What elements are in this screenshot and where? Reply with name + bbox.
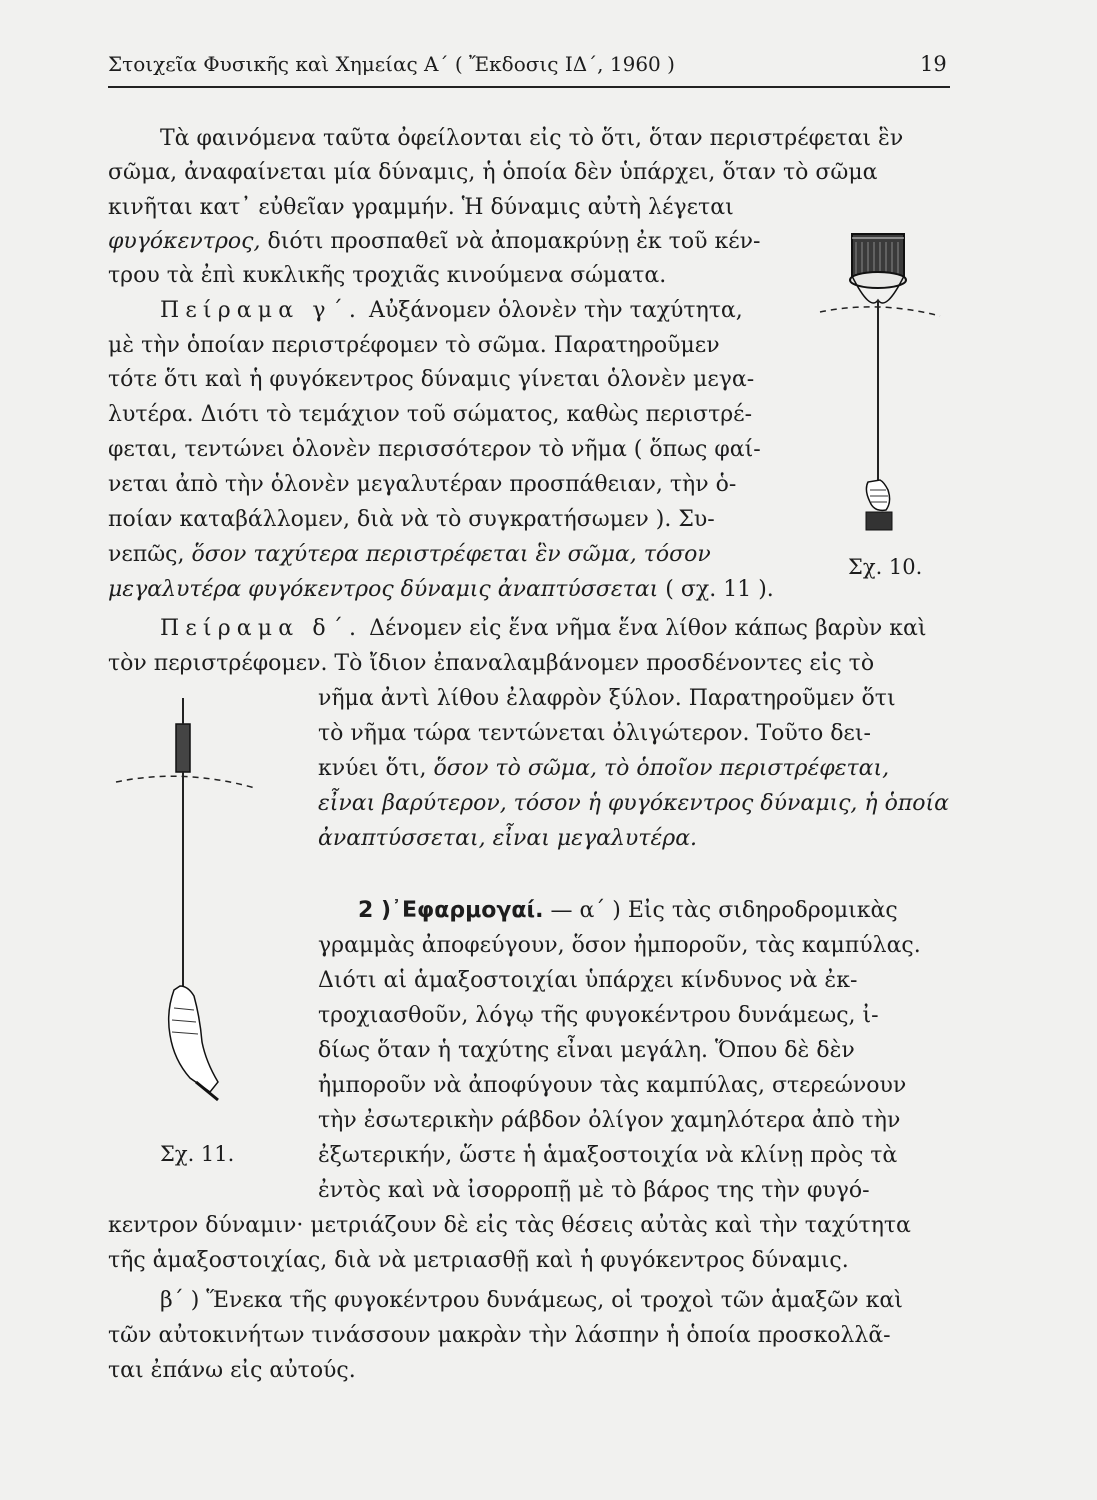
stone-illustration <box>176 698 190 772</box>
header-rule <box>108 86 950 88</box>
running-header: Στοιχεῖα Φυσικῆς καὶ Χημείας Α΄ ( Ἔκδοσις ΙΔ΄, 1960 ) <box>108 52 675 76</box>
text-line: φεται, τεντώνει ὁλονὲν περισσότερον τὸ νῆμα ( ὅπως φαί- <box>108 437 761 462</box>
rotation-path <box>820 307 940 316</box>
experiment-heading: Πείραμα δ΄. <box>160 616 363 641</box>
text-line: τῶν αὐτοκινήτων τινάσσουν μακρὰν τὴν λάσπην ἡ ὁποία προσκολλᾶ- <box>108 1323 891 1348</box>
text-line <box>108 227 760 257</box>
text-line: ἐξωτερικήν, ὥστε ἡ ἁμαξοστοιχία νὰ κλίνῃ πρὸς τὰ <box>318 1143 898 1168</box>
text-line: κεντρον δύναμιν· μετριάζουν δὲ εἰς τὰς θέσεις αὐτὰς καὶ τὴν ταχύτητα <box>108 1213 911 1238</box>
text-line: ται ἐπάνω εἰς αὐτούς. <box>108 1358 356 1383</box>
text-line: Τὰ φαινόμενα ταῦτα ὀφείλονται εἰς τὸ ὅτι, ὅταν περιστρέφεται ἓν <box>160 126 904 151</box>
text-line: ἠμποροῦν νὰ ἀποφύγουν τὰς καμπύλας, στερεώνουν <box>318 1073 907 1098</box>
text-line: τροχιασθοῦν, λόγῳ τῆς φυγοκέντρου δυνάμεως, ἰ- <box>318 1003 879 1028</box>
text-line <box>160 614 926 644</box>
text-line: τὴν ἐσωτερικὴν ράβδον ὀλίγον χαμηλότερα ἀπὸ τὴν <box>318 1108 901 1133</box>
text-span: Δένομεν εἰς ἕνα νῆμα ἕνα λίθον κάπως βαρὺν καὶ <box>362 616 927 641</box>
text-line <box>160 296 743 326</box>
text-line: ἐντὸς καὶ νὰ ἰσορροπῇ μὲ τὸ βάρος της τὴν φυγό- <box>318 1178 870 1203</box>
hand-illustration <box>169 986 218 1100</box>
text-line: τὸν περιστρέφομεν. Τὸ ἴδιον ἐπαναλαμβάνομεν προσδένοντες εἰς τὸ <box>108 651 875 676</box>
experiment-heading: Πείραμα γ΄. <box>160 298 363 323</box>
text-line: εἶναι βαρύτερον, τόσον ἡ φυγόκεντρος δύναμις, ἡ ὁποία <box>318 791 950 816</box>
hand-illustration <box>866 480 892 530</box>
text-line: σῶμα, ἀναφαίνεται μία δύναμις, ἡ ὁποία δὲν ὑπάρχει, ὅταν τὸ σῶμα <box>108 160 878 185</box>
text-span: — α΄ ) Εἰς τὰς σιδηροδρομικὰς <box>543 898 898 923</box>
text-span: νεπῶς, <box>108 542 185 567</box>
text-span: Αὐξάνομεν ὁλονὲν τὴν ταχύτητα, <box>362 298 743 323</box>
emphasis-text: ὅσον τὸ σῶμα, τὸ ὁποῖον περιστρέφεται, <box>426 756 890 781</box>
text-line: Διότι αἱ ἁμαξοστοιχίαι ὑπάρχει κίνδυνος νὰ ἐκ- <box>318 968 858 993</box>
text-line: λυτέρα. Διότι τὸ τεμάχιον τοῦ σώματος, καθὼς περιστρέ- <box>108 402 753 427</box>
emphasis-text: ὅσον ταχύτερα περιστρέφεται ἓν σῶμα, τόσον <box>184 542 711 567</box>
page-number: 19 <box>920 52 947 76</box>
text-line: ποίαν καταβάλλομεν, διὰ νὰ τὸ συγκρατήσωμεν ). Συ- <box>108 507 715 532</box>
text-line <box>108 540 711 570</box>
figure-reference: ( σχ. 11 ). <box>658 577 774 602</box>
text-line <box>358 896 898 926</box>
text-line <box>318 754 889 784</box>
emphasis-text: μεγαλυτέρα φυγόκεντρος δύναμις ἀναπτύσσεται <box>108 577 659 602</box>
text-line: γραμμὰς ἀποφεύγουν, ὅσον ἠμποροῦν, τὰς καμπύλας. <box>318 933 921 958</box>
text-line: δίως ὅταν ἡ ταχύτης εἶναι μεγάλη. Ὅπου δὲ δὲν <box>318 1038 855 1063</box>
text-line: νεται ἀπὸ τὴν ὁλονὲν μεγαλυτέραν προσπάθειαν, τὴν ὁ- <box>108 472 737 497</box>
section-heading: 2 )᾿Εφαρμογαί. <box>358 898 544 923</box>
text-line <box>108 575 774 605</box>
text-line: τὸ νῆμα τώρα τεντώνεται ὀλιγώτερον. Τοῦτο δει- <box>318 721 871 746</box>
figure-10-caption: Σχ. 10. <box>848 555 923 579</box>
figure-11-caption: Σχ. 11. <box>160 1142 235 1166</box>
text-span: διότι προσπαθεῖ νὰ ἀπομακρύνῃ ἐκ τοῦ κέν- <box>260 229 761 254</box>
figure-10 <box>810 220 950 540</box>
text-line: κινῆται κατ᾽ εὐθεῖαν γραμμήν. Ἡ δύναμις αὐτὴ λέγεται <box>108 195 734 220</box>
text-line: τῆς ἁμαξοστοιχίας, διὰ νὰ μετριασθῇ καὶ ἡ φυγόκεντρος δύναμις. <box>108 1248 849 1273</box>
bucket-illustration <box>850 234 906 303</box>
text-line: τρου τὰ ἐπὶ κυκλικῆς τροχιᾶς κινούμενα σώματα. <box>108 263 667 288</box>
text-span: κνύει ὅτι, <box>318 756 427 781</box>
text-line: νῆμα ἀντὶ λίθου ἐλαφρὸν ξύλον. Παρατηροῦμεν ὅτι <box>318 686 896 711</box>
figure-11 <box>110 690 310 1110</box>
text-line: β΄ ) Ἕνεκα τῆς φυγοκέντρου δυνάμεως, οἱ τροχοὶ τῶν ἁμαξῶν καὶ <box>160 1288 903 1313</box>
term-centrifugal: φυγόκεντρος, <box>108 229 261 254</box>
text-line: μὲ τὴν ὁποίαν περιστρέφομεν τὸ σῶμα. Παρατηροῦμεν <box>108 333 720 358</box>
text-line: ἀναπτύσσεται, εἶναι μεγαλυτέρα. <box>318 826 698 851</box>
rotation-path <box>116 776 255 788</box>
text-line: τότε ὅτι καὶ ἡ φυγόκεντρος δύναμις γίνεται ὁλονὲν μεγα- <box>108 367 755 392</box>
